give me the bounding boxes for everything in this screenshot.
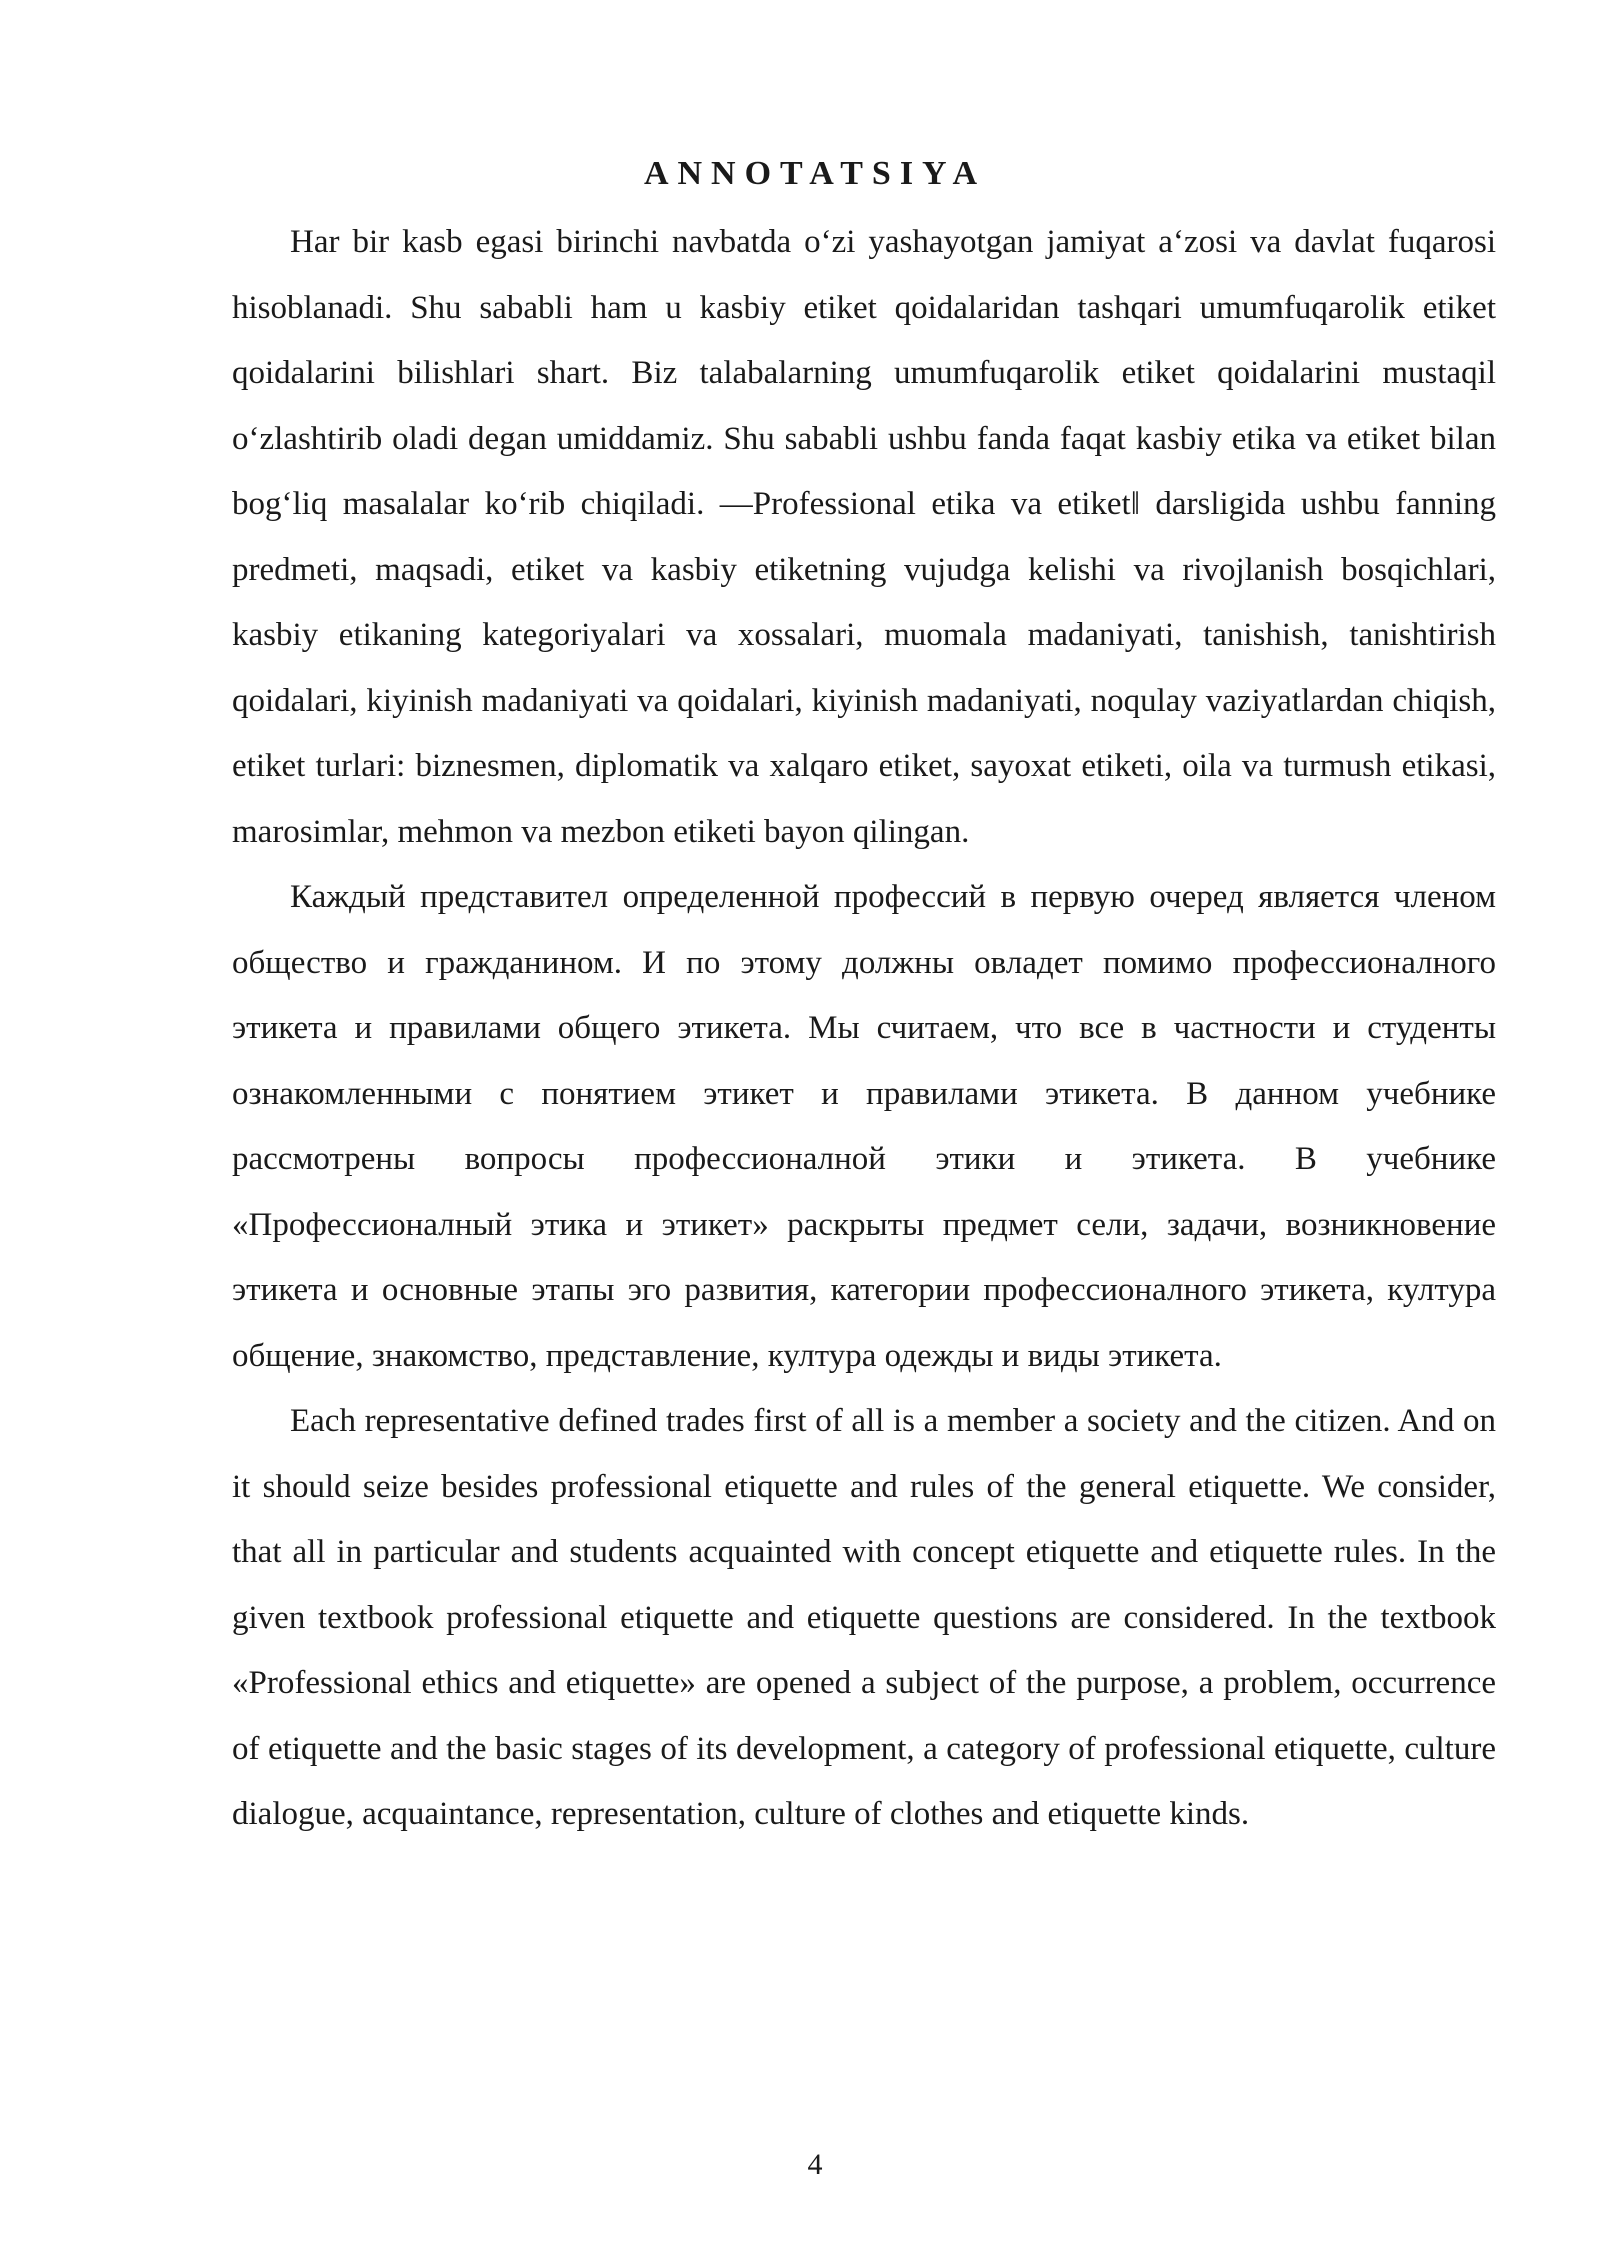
paragraph-russian: Каждый представител определенной профессий в первую очеред является членом общество и гражданином. И по этому должны овладет помимо професcионалного этикета и правилами общего этикета. Мы считаем, что все в частности и студенты ознакомленными с понятием этикет и правилами этикета. В данном учебнике рассмотрены вопросы професcионалной этики и этикета. В учебнике «Професcионалный этика и этикет» раскрыты предмет сели, задачи, возникновение этикета и основные этапы эго развития, категории профессионалного этикета, култура общение, знакомство, представление, култура одежды и виды этикета. (232, 879, 1496, 1374)
page-number: 4 (807, 2148, 823, 2181)
paragraph-english: Each representative defined trades first of all is a member a society and the citizen. And on it should seize besides professional etiquette and rules of the general etiquette. We consider, that all in particular and students acquainted with concept etiquette and etiquette rules. In the given textbook professional etiquette and etiquette questions are considered. In the textbook «Professional ethics and etiquette» are opened a subject of the purpose, a problem, occurrence of etiquette and the basic stages of its development, a category of professional etiquette, culture dialogue, acquaintance, representation, culture of clothes and etiquette kinds. (232, 1403, 1496, 1832)
body-text (232, 210, 1496, 1848)
paragraph-uzbek: Har bir kasb egasi birinchi navbatda o‘zi yashayotgan jamiyat a‘zosi va davlat fuqarosi hisoblanadi. Shu sababli ham u kasbiy etiket qoidalaridan tashqari umumfuqarolik etiket qoidalarini bilishlari shart. Biz talabalarning umumfuqarolik etiket qoidalarini mustaqil o‘zlashtirib oladi degan umiddamiz. Shu sababli ushbu fanda faqat kasbiy etika va etiket bilan bog‘liq masalalar ko‘rib chiqiladi. ―Professional etika va etiket‖ darsligida ushbu fanning predmeti, maqsadi, etiket va kasbiy etiketning vujudga kelishi va rivojlanish bosqichlari, kasbiy etikaning kategoriyalari va xossalari, muomala madaniyati, tanishish, tanishtirish qoidalari, kiyinish madaniyati va qoidalari, kiyinish madaniyati, noqulay vaziyatlardan chiqish, etiket turlari: biznesmen, diplomatik va xalqaro etiket, sayoxat etiketi, oila va turmush etikasi, marosimlar, mehmon va mezbon etiketi bayon qilingan. (232, 224, 1496, 850)
page-heading: ANNOTATSIYA (643, 155, 987, 192)
